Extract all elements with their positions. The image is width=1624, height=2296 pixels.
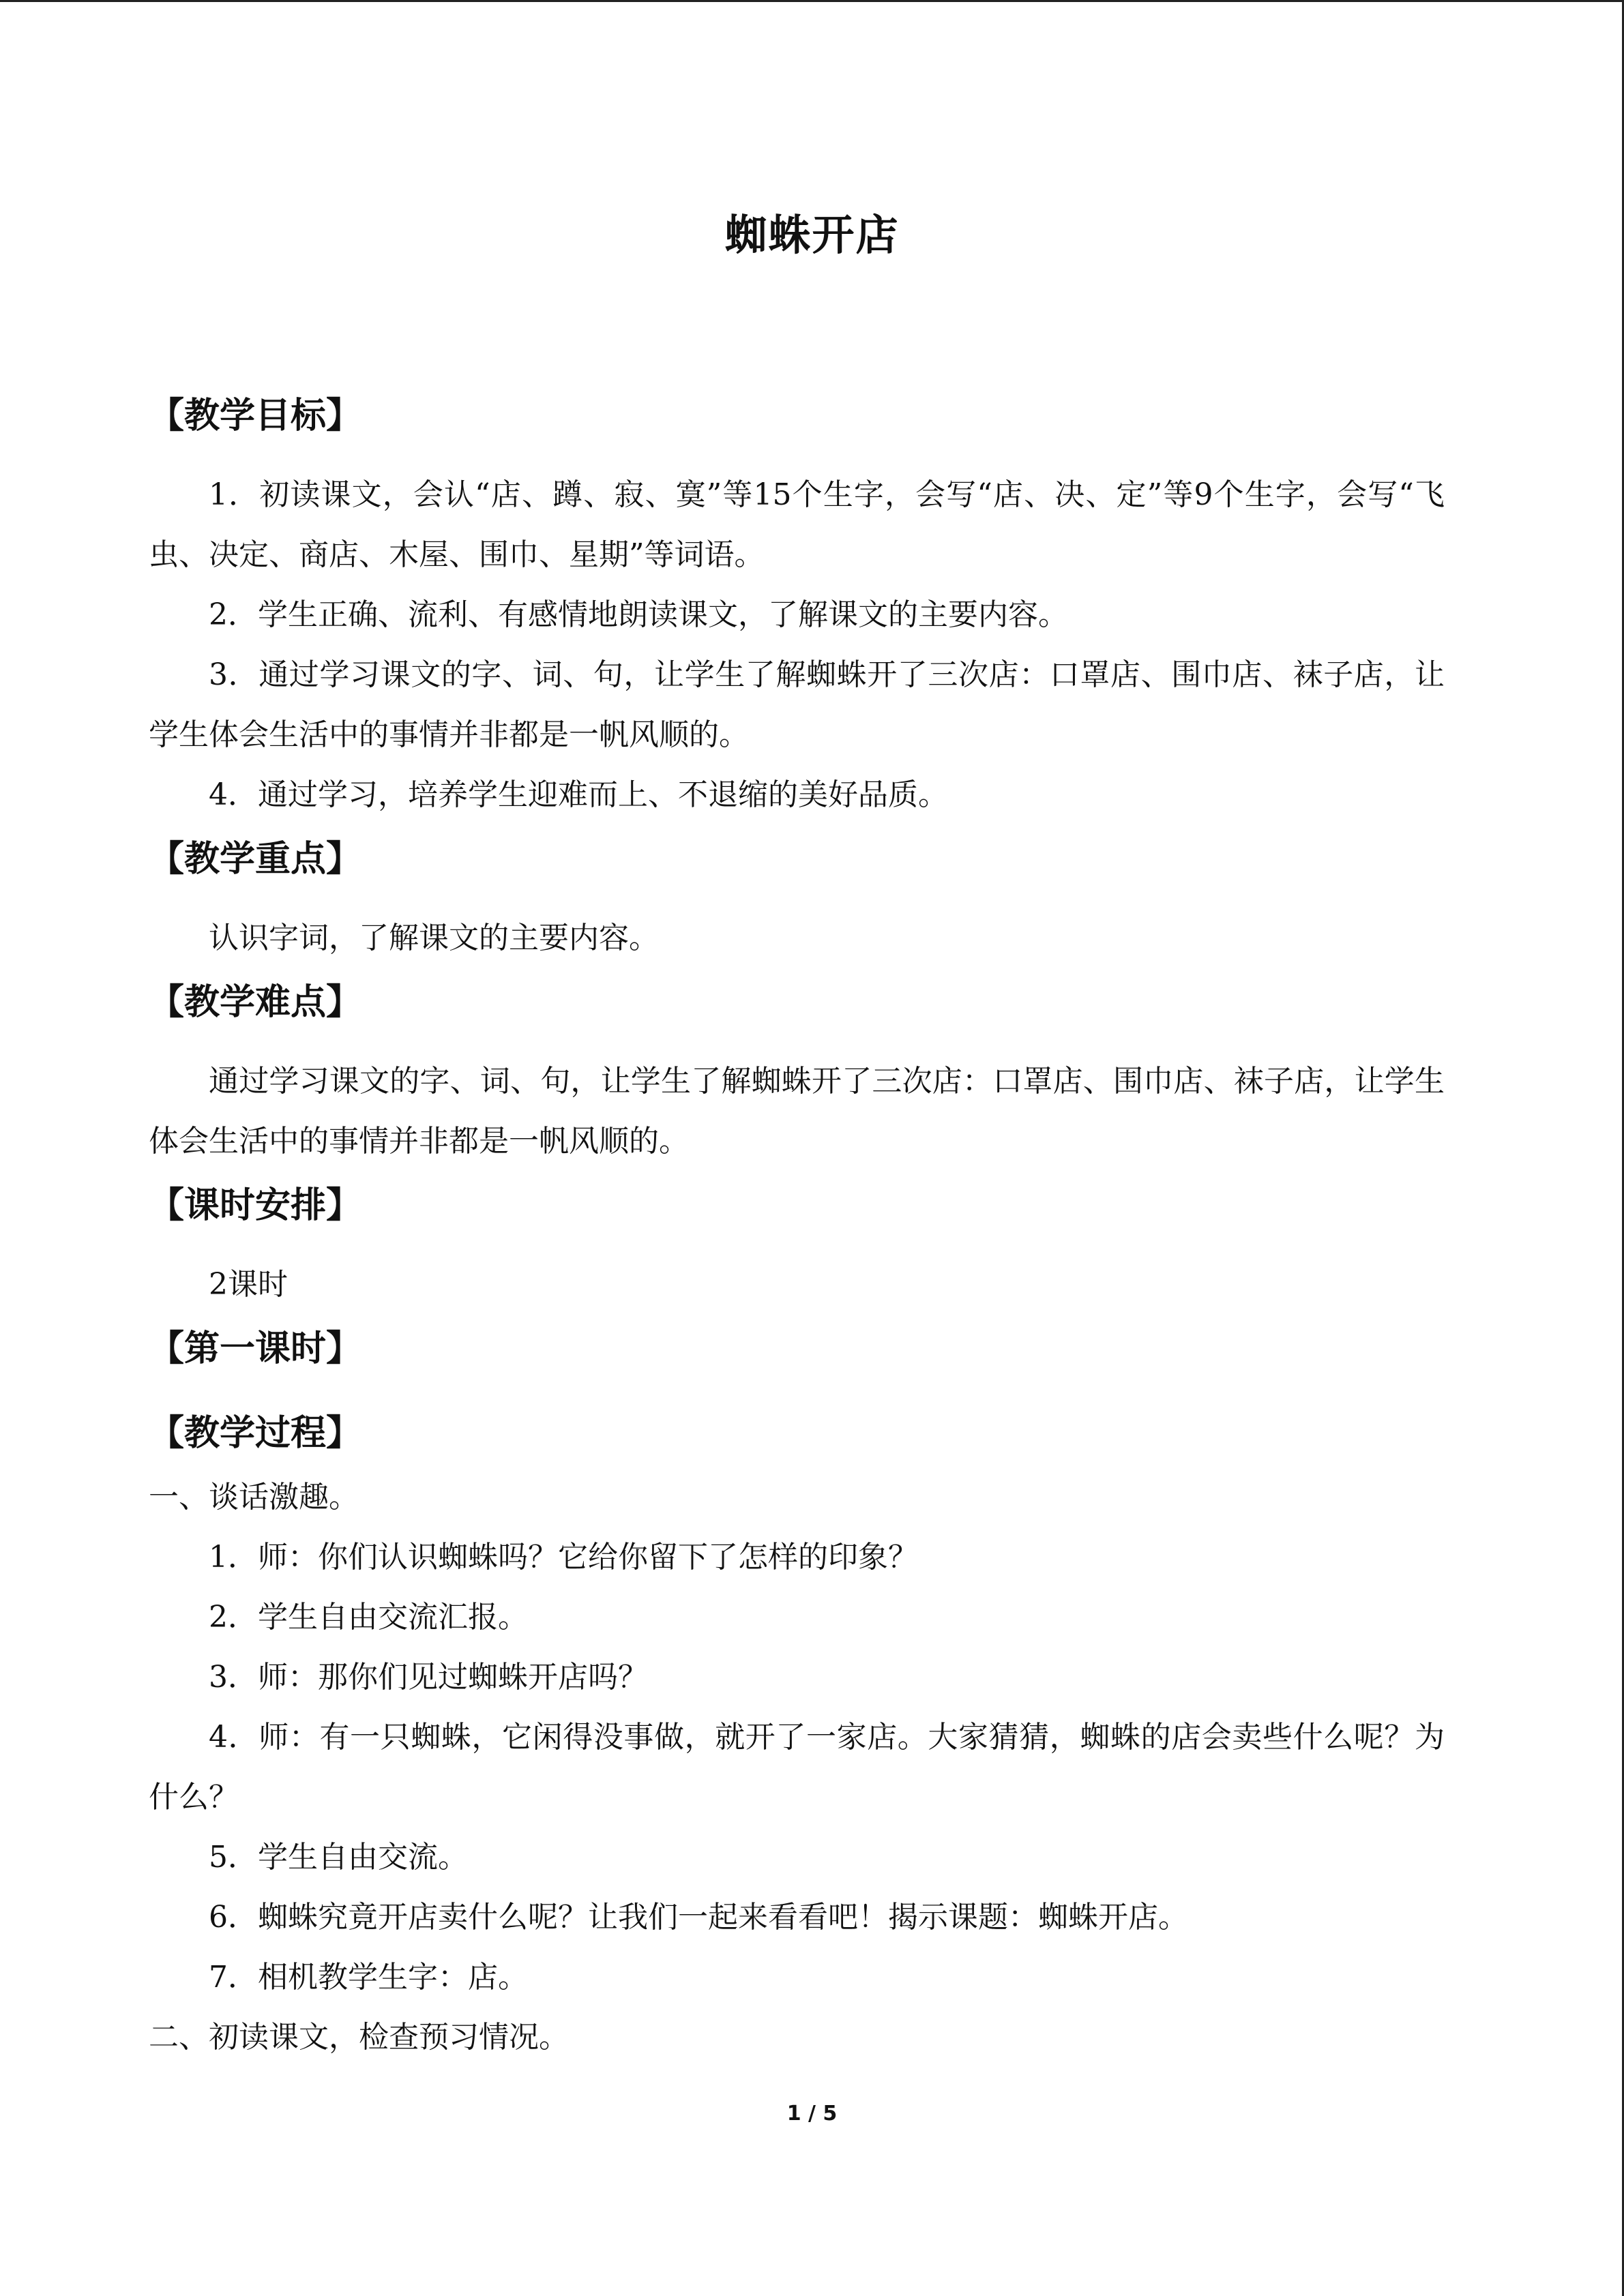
page-number: 1 / 5 — [786, 2102, 838, 2126]
process-item-3: 3．师：那你们见过蜘蛛开店吗？ — [209, 1660, 648, 1695]
section-heading-objectives: 【教学目标】 — [149, 396, 362, 436]
section-heading-schedule: 【课时安排】 — [149, 1185, 362, 1226]
objective-item-2: 2．学生正确、流利、有感情地朗读课文，了解课文的主要内容。 — [209, 597, 1068, 632]
section-heading-key-points: 【教学重点】 — [149, 839, 362, 880]
objective-item-1: 1．初读课文，会认“店、蹲、寂、寞”等15个生字，会写“店、决、定”等9个生字，会写“飞虫、决定、商店、木屋、围巾、星期”等词语。 — [149, 477, 1445, 572]
process-part-2-title: 二、初读课文，检查预习情况。 — [149, 2020, 569, 2055]
objective-item-4: 4．通过学习，培养学生迎难而上、不退缩的美好品质。 — [209, 777, 948, 812]
process-item-7: 7．相机教学生字：店。 — [209, 1960, 528, 1995]
section-heading-difficulties: 【教学难点】 — [149, 982, 362, 1023]
document-title: 蜘蛛开店 — [724, 210, 900, 260]
document-body — [149, 382, 1445, 2068]
section-heading-first-lesson: 【第一课时】 — [149, 1328, 362, 1369]
process-item-4: 4．师：有一只蜘蛛，它闲得没事做，就开了一家店。大家猜猜，蜘蛛的店会卖些什么呢？为什么？ — [149, 1720, 1445, 1815]
process-item-2: 2．学生自由交流汇报。 — [209, 1600, 528, 1635]
process-item-5: 5．学生自由交流。 — [209, 1840, 468, 1875]
section-heading-process: 【教学过程】 — [149, 1413, 362, 1454]
process-part-1-title: 一、谈话激趣。 — [149, 1480, 359, 1515]
schedule-text: 2课时 — [209, 1267, 288, 1302]
key-points-text: 认识字词，了解课文的主要内容。 — [209, 921, 659, 955]
difficulties-text: 通过学习课文的字、词、句，让学生了解蜘蛛开了三次店：口罩店、围巾店、袜子店，让学生体会生活中的事情并非都是一帆风顺的。 — [149, 1064, 1445, 1159]
process-item-1: 1．师：你们认识蜘蛛吗？它给你留下了怎样的印象？ — [209, 1540, 918, 1575]
process-item-6: 6．蜘蛛究竟开店卖什么呢？让我们一起来看看吧！揭示课题：蜘蛛开店。 — [209, 1900, 1188, 1935]
objective-item-3: 3．通过学习课文的字、词、句，让学生了解蜘蛛开了三次店：口罩店、围巾店、袜子店，让学生体会生活中的事情并非都是一帆风顺的。 — [149, 657, 1445, 752]
page-border-top — [0, 0, 1624, 2]
